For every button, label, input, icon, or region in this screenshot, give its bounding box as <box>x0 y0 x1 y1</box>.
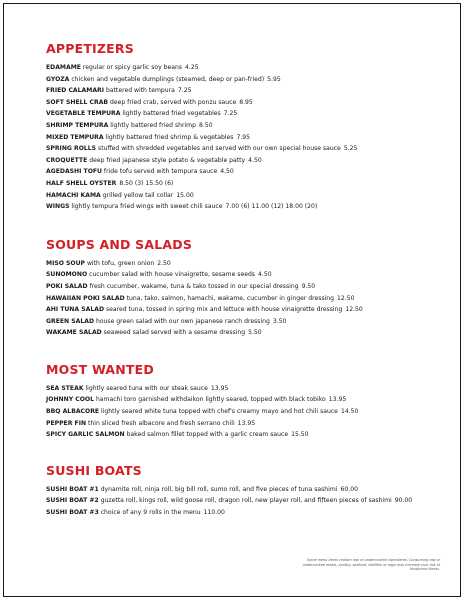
item-price: 8.95 <box>239 98 253 106</box>
item-name: GYOZA <box>46 75 70 83</box>
item-description: stuffed with shredded vegetables and served with our own special house sauce <box>98 145 341 153</box>
item-description: fride tofu served with tempura sauce <box>103 168 218 176</box>
menu-item <box>46 120 426 132</box>
item-price: 15.50 <box>291 431 309 439</box>
menu-item <box>46 132 426 144</box>
item-name: HAWAIIAN POKI SALAD <box>46 294 125 302</box>
item-price: 13.95 <box>328 396 347 404</box>
item-price: 9.50 <box>301 282 316 290</box>
menu-item <box>46 304 426 316</box>
menu-item <box>46 495 426 507</box>
item-description: dynamite roll, ninja roll, big bill roll, sumo roll, and five pieces of tuna sashimi <box>100 485 338 493</box>
item-price: 14.50 <box>340 408 359 416</box>
item-price: 12.50 <box>345 306 363 314</box>
menu-item <box>46 178 426 190</box>
menu-item <box>46 85 426 97</box>
item-name: SUSHI BOAT #3 <box>46 509 99 517</box>
section-title: APPETIZERS <box>46 41 134 56</box>
item-price: 4.50 <box>248 156 262 164</box>
menu-item <box>46 108 426 120</box>
item-name: JOHNNY COOL <box>46 396 94 404</box>
item-name: WINGS <box>46 203 70 211</box>
item-price: 13.95 <box>210 384 229 392</box>
menu-item <box>46 143 426 155</box>
item-name: SUNOMONO <box>46 271 88 279</box>
item-description: regular or spicy garlic soy beans <box>82 64 183 71</box>
item-description: fresh cucumber, wakame, tuna & tako tossed in our special dressing <box>89 282 299 290</box>
item-description: grilled yellow tail collar <box>102 191 174 199</box>
item-price: 15.00 <box>176 191 194 199</box>
item-name: PEPPER FIN <box>46 419 87 427</box>
menu-item <box>46 507 426 519</box>
item-name: AHI TUNA SALAD <box>46 306 105 314</box>
menu-item <box>46 269 426 281</box>
item-price: 13.95 <box>237 419 256 427</box>
item-name: BBQ ALBACORE <box>46 408 100 416</box>
item-description: lightly tempura fried wings with sweet chili sauce <box>71 203 223 211</box>
menu-item <box>46 62 426 74</box>
item-price: 2.50 <box>157 259 171 267</box>
item-name: HALF SHELL OYSTER <box>46 179 117 187</box>
item-name: VEGETABLE TEMPURA <box>46 110 121 118</box>
section-spacer <box>46 441 426 464</box>
section-appetizers <box>46 42 426 213</box>
item-name: AGEDASHI TOFU <box>46 168 102 176</box>
item-name: HAMACHI KAMA <box>46 191 101 199</box>
item-description: seared tuna, tossed in spring mix and lettuce with house vinaigrette dressing <box>105 306 343 314</box>
section-soups-and-salads <box>46 238 426 339</box>
item-description: deep fried crab, served with ponzu sauce <box>110 98 237 106</box>
item-name: CROQUETTE <box>46 156 88 164</box>
menu-item <box>46 316 426 328</box>
item-price: 90.00 <box>394 497 413 505</box>
item-price: 5.50 <box>248 329 262 337</box>
item-description: battered with tempura <box>105 87 175 95</box>
menu-item <box>46 394 426 406</box>
item-price: 110.00 <box>203 509 225 517</box>
item-description: lightly battered fried shrimp <box>110 121 196 129</box>
item-description: tuna, tako, salmon, hamachi, wakame, cucumber in ginger dressing <box>126 294 335 302</box>
item-name: GREEN SALAD <box>46 317 95 325</box>
item-description: baked salmon fillet topped with a garlic cream sauce <box>126 431 289 439</box>
section-spacer <box>46 213 426 238</box>
menu-item <box>46 258 426 270</box>
section-title: SUSHI BOATS <box>46 462 142 478</box>
item-list <box>46 62 426 213</box>
menu-item <box>46 418 426 430</box>
menu-item <box>46 293 426 305</box>
item-name: EDAMAME <box>46 64 81 71</box>
item-name: SPRING ROLLS <box>46 145 97 153</box>
item-name: SPICY GARLIC SALMON <box>46 431 125 439</box>
item-description: with tofu, green onion <box>86 259 155 267</box>
menu-item <box>46 429 426 441</box>
item-list <box>46 258 426 339</box>
section-title: MOST WANTED <box>46 361 154 377</box>
item-description: chicken and vegetable dumplings (steamed, deep or pan-fried) <box>71 75 265 83</box>
item-description: lightly seared white tuna topped with chef's creamy mayo and hot chili sauce <box>101 408 338 416</box>
item-price: 7.00 (6) 11.00 (12) 18.00 (20) <box>225 203 318 211</box>
item-price: 4.50 <box>220 168 234 176</box>
menu-item <box>46 281 426 293</box>
food-safety-disclaimer: Some menu items contain raw or undercooked ingredients. Consuming raw or undercooked meats, poultry, seafood, shellfish or eggs may increase your risk of foodborne illness. <box>302 558 440 572</box>
section-sushi-boats <box>46 464 426 519</box>
section-most-wanted <box>46 363 426 441</box>
item-price: 5.95 <box>267 75 281 83</box>
item-description: deep fried japanese style potato & vegetable patty <box>89 156 246 164</box>
item-name: SUSHI BOAT #1 <box>46 485 99 493</box>
menu-content <box>46 42 426 519</box>
section-spacer <box>46 339 426 363</box>
menu-item <box>46 190 426 202</box>
item-description: choice of any 9 rolls in the menu <box>100 509 201 517</box>
item-name: SOFT SHELL CRAB <box>46 98 109 106</box>
menu-item <box>46 97 426 109</box>
item-description: cucumber salad with house vinaigrette, sesame seeds <box>89 271 255 279</box>
item-name: WAKAME SALAD <box>46 329 102 337</box>
item-name: MIXED TEMPURA <box>46 133 104 141</box>
item-description: lightly battered fried vegetables <box>122 110 221 118</box>
menu-item <box>46 406 426 418</box>
item-price: 60.00 <box>340 485 358 493</box>
item-price: 4.50 <box>258 271 272 279</box>
item-name: POKI SALAD <box>46 282 88 290</box>
item-price: 4.25 <box>185 64 199 71</box>
item-description: seaweed salad served with a sesame dressing <box>103 329 246 337</box>
item-name: FRIED CALAMARI <box>46 87 104 95</box>
item-name: SUSHI BOAT #2 <box>46 497 99 505</box>
item-list <box>46 484 426 519</box>
item-description: house green salad with our own japanese ranch dressing <box>95 317 270 325</box>
item-price: 7.95 <box>236 133 251 141</box>
item-price: 8.50 (3) 15.50 (6) <box>119 179 174 187</box>
item-price: 3.50 <box>272 317 287 325</box>
item-description: guzetta roll, kings roll, wild goose roll, dragon roll, new player roll, and fifteen pieces of sashimi <box>100 497 392 505</box>
item-price: 7.25 <box>177 87 192 95</box>
item-price: 7.25 <box>223 110 238 118</box>
menu-item <box>46 484 426 496</box>
item-price: 8.50 <box>199 121 213 129</box>
item-description: hamachi toro garnished withdaikon lightly seared, topped with black tobiko <box>95 396 326 404</box>
item-price: 5.25 <box>343 145 358 153</box>
item-description: lightly battered fried shrimp & vegetables <box>105 133 234 141</box>
menu-item <box>46 155 426 167</box>
item-name: SHRIMP TEMPURA <box>46 121 109 129</box>
item-list <box>46 383 426 441</box>
item-price: 12.50 <box>337 294 355 302</box>
menu-item <box>46 166 426 178</box>
section-title: SOUPS AND SALADS <box>46 236 193 252</box>
menu-item <box>46 327 426 339</box>
item-description: lightly seared tuna with our steak sauce <box>85 384 208 392</box>
menu-item <box>46 383 426 395</box>
menu-item <box>46 74 426 86</box>
item-description: thin sliced fresh albacore and fresh serrano chili <box>88 419 235 427</box>
item-name: SEA STEAK <box>46 384 84 392</box>
menu-item <box>46 201 426 213</box>
item-name: MISO SOUP <box>46 259 86 267</box>
